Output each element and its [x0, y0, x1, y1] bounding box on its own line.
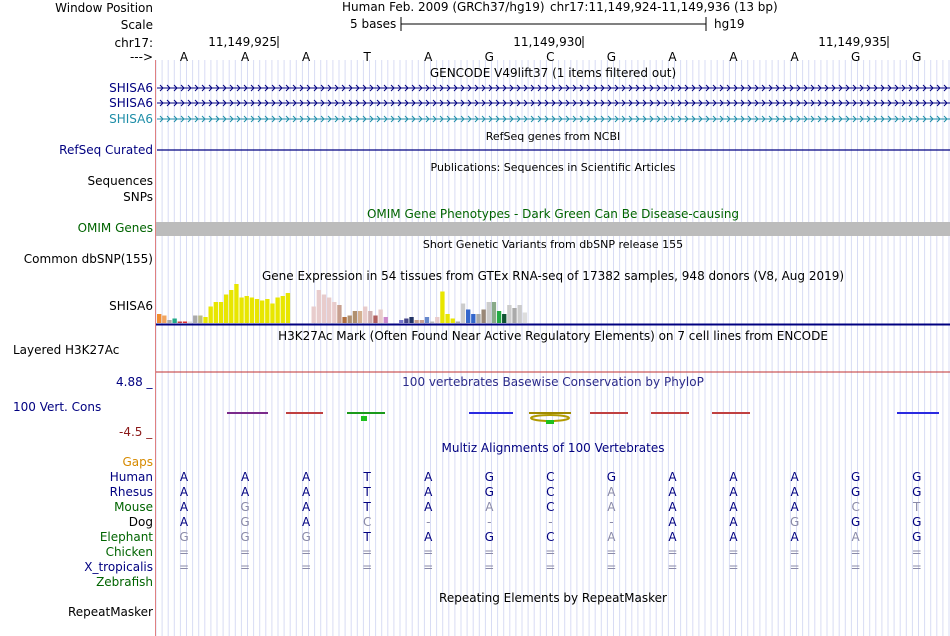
- chrom-label: chr17:: [114, 36, 153, 50]
- alignment-base: =: [484, 545, 495, 559]
- alignment-base: A: [668, 470, 677, 484]
- alignment-base: A: [424, 485, 433, 499]
- gtex-bar: [203, 317, 207, 323]
- phylop-track-label[interactable]: 100 Vert. Cons: [13, 400, 102, 414]
- gtex-bar: [404, 319, 408, 324]
- gencode-item-label[interactable]: SHISA6: [109, 96, 153, 110]
- gtex-bar: [363, 307, 367, 324]
- base-letter: A: [179, 50, 189, 64]
- gtex-bar: [286, 293, 290, 323]
- omim-track-title[interactable]: OMIM Gene Phenotypes - Dark Green Can Be Disease-causing: [366, 207, 740, 221]
- gtex-bar: [239, 298, 243, 324]
- gtex-bar: [260, 301, 264, 324]
- alignment-base: G: [851, 470, 861, 484]
- gencode-item-label[interactable]: SHISA6: [109, 81, 153, 95]
- gtex-bar: [245, 296, 249, 323]
- alignment-base: =: [545, 545, 556, 559]
- gtex-bar: [502, 314, 506, 323]
- phylop-min-label: -4.5 _: [119, 425, 153, 439]
- alignment-base: A: [302, 515, 311, 529]
- gtex-bar: [466, 310, 470, 324]
- alignment-base: A: [424, 500, 433, 514]
- alignment-base: A: [302, 470, 311, 484]
- alignment-base: A: [729, 500, 738, 514]
- base-letter: A: [424, 50, 433, 64]
- alignment-base: =: [240, 545, 251, 559]
- alignment-base: =: [301, 545, 312, 559]
- alignment-base: =: [911, 560, 922, 574]
- alignment-base: =: [178, 560, 190, 574]
- alignment-base: A: [668, 500, 677, 514]
- alignment-base: -: [487, 515, 492, 529]
- species-label[interactable]: Mouse: [114, 500, 153, 514]
- species-label[interactable]: Rhesus: [109, 485, 153, 499]
- base-letter: G: [912, 50, 922, 64]
- base-letter: A: [668, 50, 677, 64]
- base-letter: A: [729, 50, 738, 64]
- scale-text: 5 bases: [350, 17, 397, 31]
- alignment-base: C: [851, 500, 860, 514]
- alignment-base: =: [301, 560, 312, 574]
- coord-tick-label: 11,149,925: [208, 35, 277, 49]
- gtex-bar: [317, 290, 321, 323]
- alignment-base: =: [667, 545, 678, 559]
- alignment-base: G: [179, 530, 189, 544]
- alignment-base: C: [546, 485, 555, 499]
- alignment-base: =: [423, 545, 434, 559]
- gtex-bar: [435, 317, 439, 323]
- repeatmasker-track-label[interactable]: RepeatMasker: [67, 605, 153, 619]
- gtex-bar: [409, 317, 413, 323]
- gtex-bar: [198, 316, 202, 324]
- alignment-base: G: [240, 500, 250, 514]
- dbsnp-track-label[interactable]: Common dbSNP(155): [23, 252, 153, 266]
- gtex-bar: [327, 298, 331, 324]
- gtex-bar: [167, 320, 171, 323]
- gtex-bar: [183, 322, 187, 324]
- publications-track-label[interactable]: Sequences: [87, 174, 153, 188]
- alignment-base: -: [426, 515, 431, 529]
- gtex-bar: [193, 316, 197, 324]
- alignment-base: C: [546, 470, 555, 484]
- alignment-base: =: [606, 560, 617, 574]
- gtex-bar: [481, 310, 485, 324]
- strand-arrow-label: --->: [129, 50, 153, 64]
- alignment-base: -: [609, 515, 614, 529]
- alignment-base: A: [607, 500, 616, 514]
- alignment-base: T: [363, 530, 371, 544]
- gencode-item-label[interactable]: SHISA6: [109, 112, 153, 126]
- omim-track-label[interactable]: OMIM Genes: [77, 221, 153, 235]
- gencode-track-title[interactable]: GENCODE V49lift37 (1 items filtered out): [429, 66, 677, 80]
- species-label[interactable]: Zebrafish: [96, 575, 153, 589]
- gtex-bar: [342, 317, 346, 323]
- alignment-base: -: [548, 515, 553, 529]
- alignment-base: A: [179, 485, 189, 499]
- alignment-base: A: [240, 470, 250, 484]
- gtex-bar: [332, 302, 336, 323]
- refseq-track-title[interactable]: RefSeq genes from NCBI: [485, 130, 621, 143]
- alignment-base: T: [363, 500, 371, 514]
- alignment-base: C: [362, 515, 372, 529]
- alignment-base: G: [851, 515, 861, 529]
- alignment-base: A: [729, 515, 738, 529]
- gtex-bar: [178, 322, 182, 324]
- alignment-base: A: [729, 470, 738, 484]
- alignment-base: A: [179, 515, 189, 529]
- gtex-bar: [312, 307, 316, 324]
- alignment-base: G: [484, 485, 494, 499]
- scale-label: Scale: [120, 18, 153, 32]
- publications-track-title[interactable]: Publications: Sequences in Scientific Articles: [430, 161, 676, 174]
- coord-tick-label: 11,149,935: [818, 35, 887, 49]
- base-letter: T: [363, 50, 371, 64]
- multiz-track-title[interactable]: Multiz Alignments of 100 Vertebrates: [441, 441, 665, 455]
- base-letter: G: [606, 50, 617, 64]
- gtex-bar: [209, 307, 213, 324]
- gtex-bar: [425, 317, 429, 323]
- alignment-base: A: [302, 500, 311, 514]
- alignment-base: T: [913, 500, 921, 514]
- gtex-bar: [322, 295, 326, 324]
- gtex-bar: [188, 322, 192, 324]
- base-letter: G: [484, 50, 494, 64]
- alignment-base: A: [179, 470, 189, 484]
- assembly-text: Human Feb. 2009 (GRCh37/hg19): [342, 0, 545, 14]
- phylop-score-mark: [361, 416, 367, 421]
- alignment-base: =: [789, 545, 800, 559]
- gtex-bar: [497, 311, 501, 323]
- repeatmasker-track-title[interactable]: Repeating Elements by RepeatMasker: [439, 591, 667, 605]
- alignment-base: G: [484, 530, 494, 544]
- alignment-base: =: [667, 560, 678, 574]
- coord-tick-label: 11,149,930: [513, 35, 582, 49]
- alignment-base: =: [911, 545, 922, 559]
- alignment-base: =: [362, 545, 373, 559]
- base-letter: A: [302, 50, 311, 64]
- alignment-base: =: [484, 560, 495, 574]
- alignment-base: =: [178, 545, 190, 559]
- alignment-base: G: [301, 530, 311, 544]
- alignment-base: A: [668, 515, 677, 529]
- gtex-bar: [512, 308, 516, 323]
- alignment-base: G: [912, 515, 922, 529]
- gtex-track-title[interactable]: Gene Expression in 54 tissues from GTEx RNA-seq of 17382 samples, 948 donors (V8, Aug 2019): [261, 269, 845, 283]
- gtex-bar: [420, 320, 424, 323]
- gaps-label[interactable]: Gaps: [122, 455, 153, 469]
- alignment-base: G: [912, 485, 922, 499]
- alignment-base: A: [485, 500, 494, 514]
- dbsnp-track-title[interactable]: Short Genetic Variants from dbSNP release 155: [422, 238, 684, 251]
- gtex-bar: [476, 314, 480, 323]
- gtex-bar: [224, 295, 228, 324]
- species-label[interactable]: Human: [109, 470, 153, 484]
- gtex-track-label[interactable]: SHISA6: [109, 299, 153, 313]
- alignment-base: A: [729, 530, 738, 544]
- species-label[interactable]: Dog: [128, 515, 153, 529]
- alignment-base: =: [850, 560, 861, 574]
- species-label[interactable]: X_tropicalis: [84, 560, 153, 574]
- alignment-base: =: [850, 545, 861, 559]
- base-letter: A: [240, 50, 250, 64]
- gtex-bar: [492, 302, 496, 323]
- alignment-base: G: [912, 470, 922, 484]
- gtex-bar: [399, 320, 403, 323]
- alignment-base: C: [546, 530, 555, 544]
- phylop-track-title[interactable]: 100 vertebrates Basewise Conservation by PhyloP: [402, 375, 704, 389]
- gtex-bar: [219, 302, 223, 323]
- gtex-bar: [471, 314, 475, 323]
- alignment-base: A: [790, 485, 799, 499]
- alignment-base: A: [790, 530, 799, 544]
- gtex-bar: [507, 305, 511, 323]
- alignment-base: =: [606, 545, 617, 559]
- gtex-bar: [384, 317, 388, 323]
- alignment-base: =: [423, 560, 434, 574]
- gtex-bar: [234, 284, 238, 323]
- gtex-bar: [430, 322, 434, 324]
- gtex-bar: [353, 311, 357, 323]
- phylop-max-label: 4.88 _: [116, 375, 153, 389]
- alignment-base: A: [607, 485, 616, 499]
- refseq-track-label[interactable]: RefSeq Curated: [59, 143, 153, 157]
- alignment-base: A: [729, 485, 738, 499]
- base-letter: C: [546, 50, 555, 64]
- alignment-base: =: [545, 560, 556, 574]
- alignment-base: =: [240, 560, 251, 574]
- gtex-bar: [255, 299, 259, 323]
- gtex-bar: [451, 319, 455, 324]
- alignment-base: A: [668, 530, 677, 544]
- alignment-base: =: [789, 560, 800, 574]
- alignment-base: A: [790, 470, 799, 484]
- gtex-bar: [157, 314, 161, 323]
- db-text: hg19: [714, 17, 745, 31]
- alignment-base: G: [789, 515, 800, 529]
- alignment-base: G: [240, 530, 250, 544]
- alignment-base: =: [728, 545, 739, 559]
- position-text[interactable]: chr17:11,149,924-11,149,936 (13 bp): [550, 0, 778, 14]
- gtex-bar: [229, 290, 233, 323]
- gtex-bar: [445, 314, 449, 323]
- gtex-bar: [456, 322, 460, 324]
- gtex-bar: [461, 304, 465, 324]
- gtex-bar: [373, 316, 377, 324]
- gtex-bar: [281, 296, 285, 323]
- alignment-base: G: [851, 485, 861, 499]
- omim-gene-bar: [156, 222, 950, 236]
- alignment-base: G: [912, 530, 922, 544]
- alignment-base: T: [363, 470, 371, 484]
- gtex-bar: [214, 302, 218, 323]
- alignment-base: G: [240, 515, 250, 529]
- gtex-bar: [358, 311, 362, 323]
- window-position-label: Window Position: [55, 1, 153, 15]
- gtex-bar: [487, 302, 491, 323]
- alignment-base: A: [179, 500, 189, 514]
- gtex-bar: [162, 316, 166, 324]
- alignment-base: T: [363, 485, 371, 499]
- alignment-base: G: [606, 470, 617, 484]
- alignment-base: A: [607, 530, 616, 544]
- alignment-base: A: [668, 485, 677, 499]
- snps-track-label[interactable]: SNPs: [123, 190, 153, 204]
- alignment-base: A: [424, 530, 433, 544]
- alignment-base: G: [484, 470, 494, 484]
- gtex-bar: [250, 298, 254, 324]
- gtex-bar: [378, 310, 382, 324]
- gtex-bar: [523, 313, 527, 324]
- alignment-base: A: [790, 500, 799, 514]
- gtex-bar: [518, 305, 522, 323]
- gtex-bar: [337, 305, 341, 323]
- gtex-bar: [348, 316, 352, 324]
- alignment-base: A: [851, 530, 860, 544]
- base-letter: G: [851, 50, 861, 64]
- h3k27ac-track-label[interactable]: Layered H3K27Ac: [13, 343, 120, 357]
- alignment-base: =: [728, 560, 739, 574]
- alignment-base: C: [546, 500, 555, 514]
- gtex-bar: [270, 304, 274, 324]
- gtex-bar: [440, 292, 444, 324]
- alignment-base: A: [424, 470, 433, 484]
- base-letter: A: [790, 50, 799, 64]
- alignment-base: A: [240, 485, 250, 499]
- gtex-bar: [368, 311, 372, 323]
- phylop-score-mark: [546, 420, 554, 424]
- species-label[interactable]: Chicken: [105, 545, 153, 559]
- alignment-base: =: [362, 560, 373, 574]
- gtex-bar: [265, 299, 269, 323]
- species-label[interactable]: Elephant: [99, 530, 153, 544]
- gtex-bar: [415, 320, 419, 323]
- alignment-base: A: [302, 485, 311, 499]
- gtex-bar: [275, 298, 279, 324]
- gtex-bar: [172, 319, 176, 324]
- h3k27ac-track-title[interactable]: H3K27Ac Mark (Often Found Near Active Regulatory Elements) on 7 cell lines from ENCODE: [278, 329, 828, 343]
